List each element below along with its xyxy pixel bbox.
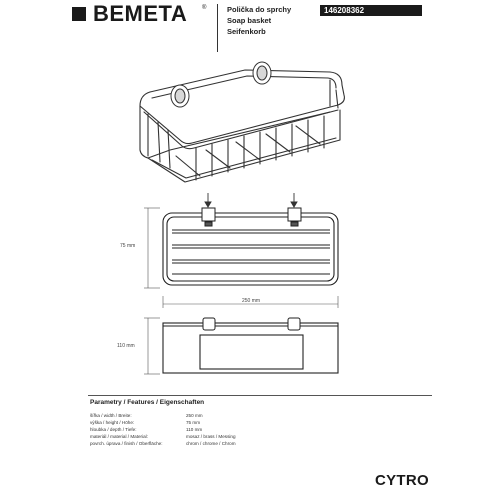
product-illustration xyxy=(140,70,344,182)
spec-row-height xyxy=(90,419,290,426)
specs-heading: Parametry / Features / Eigenschaften xyxy=(90,399,205,406)
spec-label: výška / height / Höhe: xyxy=(90,420,135,425)
spec-label: materiál / material / Material: xyxy=(90,434,148,439)
spec-value: mosaz / brass / Messing xyxy=(186,434,236,439)
title-english: Soap basket xyxy=(227,16,272,25)
spec-row-finish xyxy=(90,440,290,447)
spec-value: chrom / chrome / Chrom xyxy=(186,441,236,446)
registered-mark: ® xyxy=(202,5,207,11)
depth-dimension xyxy=(144,318,160,374)
front-view xyxy=(163,213,338,285)
spec-label: šířka / width / Breite: xyxy=(90,413,132,418)
mount-illustration xyxy=(171,62,271,107)
model-name: CYTRO xyxy=(375,472,429,489)
spec-row-width xyxy=(90,412,290,419)
spec-row-material xyxy=(90,433,290,440)
title-czech: Polička do sprchy xyxy=(227,5,292,14)
height-label: 75 mm xyxy=(120,243,136,249)
brand-logo: BEMETA xyxy=(93,1,188,26)
specs-divider xyxy=(88,395,432,396)
spec-row-depth xyxy=(90,426,290,433)
mounting-arrows xyxy=(205,193,297,207)
depth-label: 110 mm xyxy=(117,343,135,349)
width-label: 250 mm xyxy=(242,298,261,304)
spec-value: 250 mm xyxy=(186,413,203,418)
spec-value: 110 mm xyxy=(186,427,203,432)
top-view-mounts xyxy=(203,318,300,330)
spec-label: povrch. úprava / finish / Oberfläche: xyxy=(90,441,163,446)
top-view xyxy=(163,323,338,373)
spec-value: 75 mm xyxy=(186,420,201,425)
height-dimension xyxy=(144,208,160,288)
spec-label: hloubka / depth / Tiefe: xyxy=(90,427,137,432)
title-german: Seifenkorb xyxy=(227,27,266,36)
product-code: 146208362 xyxy=(320,5,422,16)
